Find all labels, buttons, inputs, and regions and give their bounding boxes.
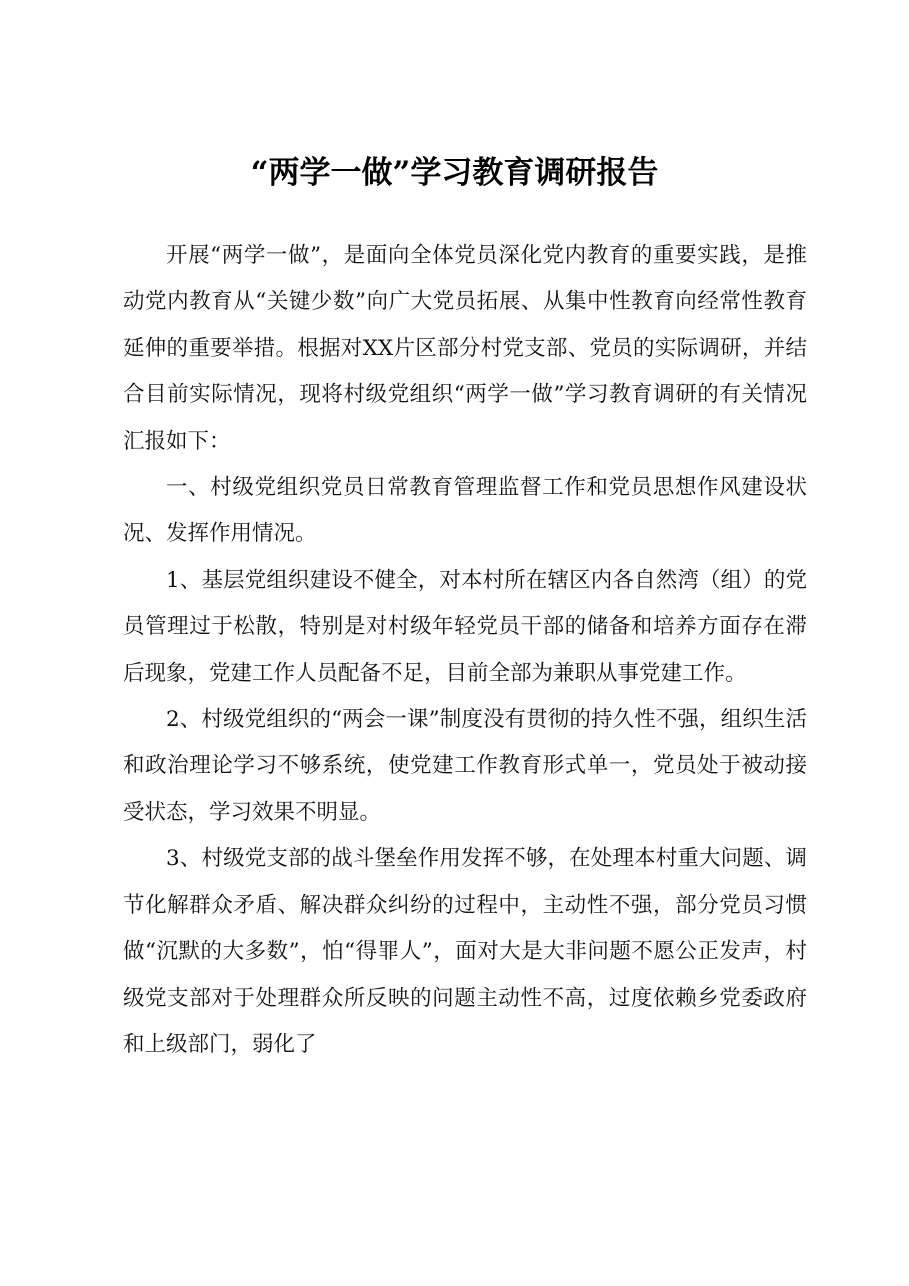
paragraph-item-1: 1、基层党组织建设不健全，对本村所在辖区内各自然湾（组）的党员管理过于松散，特别是对村级年轻党员干部的储备和培养方面存在滞后现象，党建工作人员配备不足，目前全部为兼职从事党建工作。	[123, 567, 807, 686]
document-title: “两学一做”学习教育调研报告	[250, 155, 659, 191]
paragraph-item-3: 3、村级党支部的战斗堡垒作用发挥不够，在处理本村重大问题、调节化解群众矛盾、解决群众纠纷的过程中，主动性不强，部分党员习惯做“沉默的大多数”，怕“得罪人”，面对大是大非问题不愿公正发声，村级党支部对于处理群众所反映的问题主动性不高，过度依赖乡党委政府和上级部门，弱化了	[123, 846, 807, 1057]
paragraph-section-heading-1: 一、村级党组织党员日常教育管理监督工作和党员思想作风建设状况、发挥作用情况。	[123, 475, 807, 547]
paragraph-item-2: 2、村级党组织的“两会一课”制度没有贯彻的持久性不强，组织生活和政治理论学习不够系统，使党建工作教育形式单一，党员处于被动接受状态，学习效果不明显。	[123, 707, 807, 825]
document-body	[123, 233, 807, 1068]
paragraph-intro: 开展“两学一做”，是面向全体党员深化党内教育的重要实践，是推动党内教育从“关键少数”向广大党员拓展、从集中性教育向经常性教育延伸的重要举措。根据对XX片区部分村党支部、党员的实际调研，并结合目前实际情况，现将村级党组织“两学一做”学习教育调研的有关情况汇报如下：	[123, 243, 807, 454]
